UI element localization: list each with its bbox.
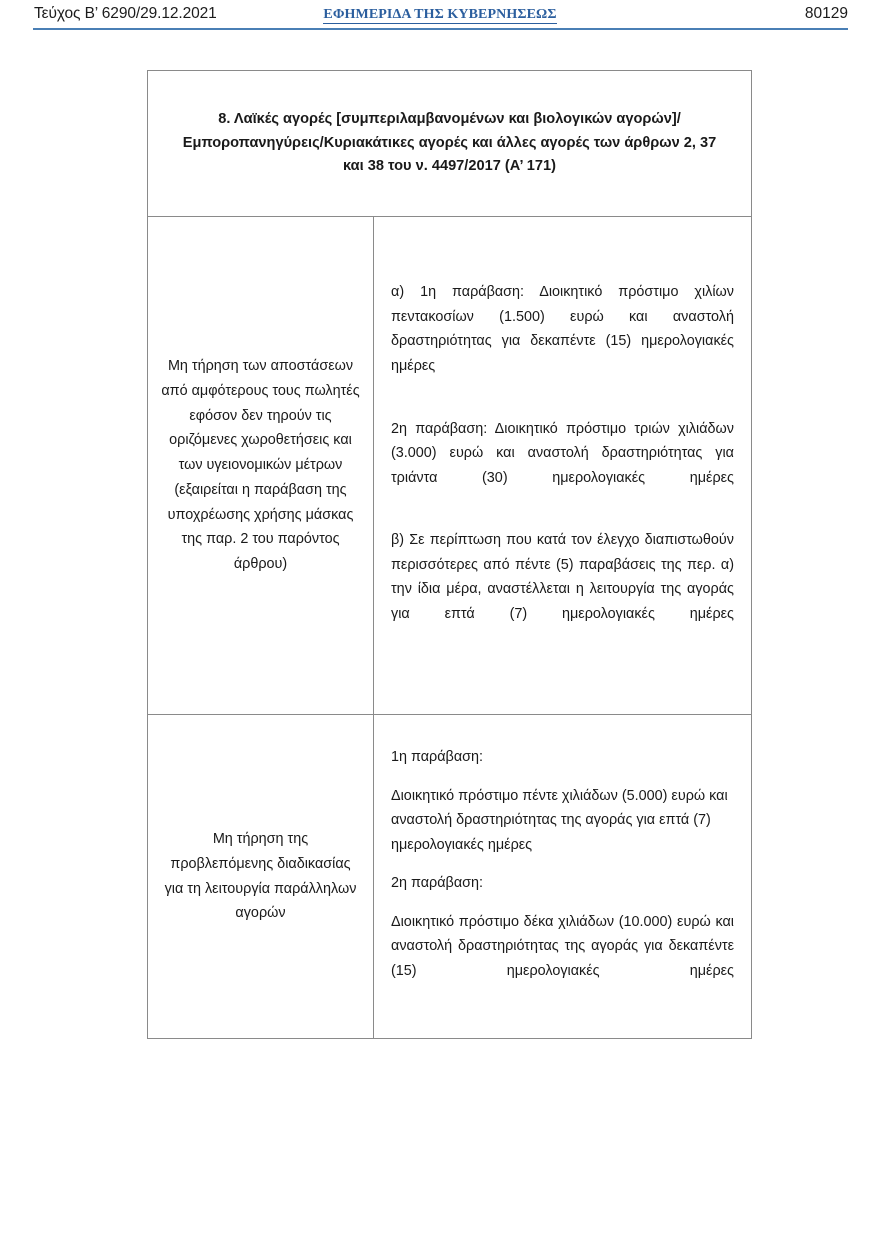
issue-label: Τεύχος Β’ 6290/29.12.2021 [34, 5, 217, 22]
violation-text: Μη τήρηση των αποστάσεων από αμφότερους τους πωλητές εφόσον δεν τηρούν τις οριζόμενες χωροθετήσεις και των υγειονομικών μέτρων (εξαιρείται η παράβαση της υποχρέωσης χρήσης μάσκας της παρ. 2 του παρόντος άρθρου) [161, 358, 360, 573]
sanction-cell [374, 217, 752, 715]
sanction-paragraph: α) 1η παράβαση: Διοικητικό πρόστιμο χιλίων πεντακοσίων (1.500) ευρώ και αναστολή δραστηριότητας για δεκαπέντε (15) ημερολογιακές ημέρες [391, 284, 734, 374]
violation-text: Μη τήρηση της προβλεπόμενης διαδικασίας για τη λειτουργία παράλληλων αγορών [164, 830, 357, 922]
table-title-text: 8. Λαϊκές αγορές [συμπεριλαμβανομένων και βιολογικών αγορών]/Εμποροπανηγύρεις/Κυριακάτικες αγορές και άλλες αγορές των άρθρων 2, 37 και 38 του ν. 4497/2017 (Α’ 171) [182, 111, 717, 175]
sanctions-table-container [147, 70, 751, 1039]
sanction-paragraph: Διοικητικό πρόστιμο πέντε χιλιάδων (5.000) ευρώ και αναστολή δραστηριότητας της αγοράς για επτά (7) ημερολογιακές ημέρες [391, 787, 728, 853]
table-row [148, 715, 752, 1039]
gazette-title-text: ΕΦΗΜΕΡΙΔΑ ΤΗΣ ΚΥΒΕΡΝΗΣΕΩΣ [323, 7, 557, 22]
table-title-row [148, 71, 752, 217]
sanction-paragraph: 2η παράβαση: Διοικητικό πρόστιμο τριών χιλιάδων (3.000) ευρώ και αναστολή δραστηριότητας για τριάντα (30) ημερολογιακές ημέρες [391, 420, 734, 486]
page-running-header [0, 0, 880, 34]
sanction-paragraph: β) Σε περίπτωση που κατά τον έλεγχο διαπιστωθούν περισσότερες από πέντε (5) παραβάσεις της περ. α) την ίδια μέρα, αναστέλλεται η λειτουργία της αγοράς για επτά (7) ημερολογιακές ημέρες [391, 532, 734, 622]
page-number: 80129 [804, 5, 848, 22]
violation-cell [148, 715, 374, 1039]
sanction-heading: 1η παράβαση: [391, 749, 484, 766]
gazette-title [0, 7, 880, 23]
violation-cell [148, 217, 374, 715]
sanction-cell [374, 715, 752, 1039]
sanctions-table [147, 70, 752, 1039]
sanction-heading: 2η παράβαση: [391, 875, 484, 892]
header-rule [33, 28, 848, 30]
sanction-paragraph: Διοικητικό πρόστιμο δέκα χιλιάδων (10.000) ευρώ και αναστολή δραστηριότητας της αγοράς για δεκαπέντε (15) ημερολογιακές ημέρες [391, 913, 734, 979]
table-row [148, 217, 752, 715]
table-title-cell [148, 71, 752, 217]
